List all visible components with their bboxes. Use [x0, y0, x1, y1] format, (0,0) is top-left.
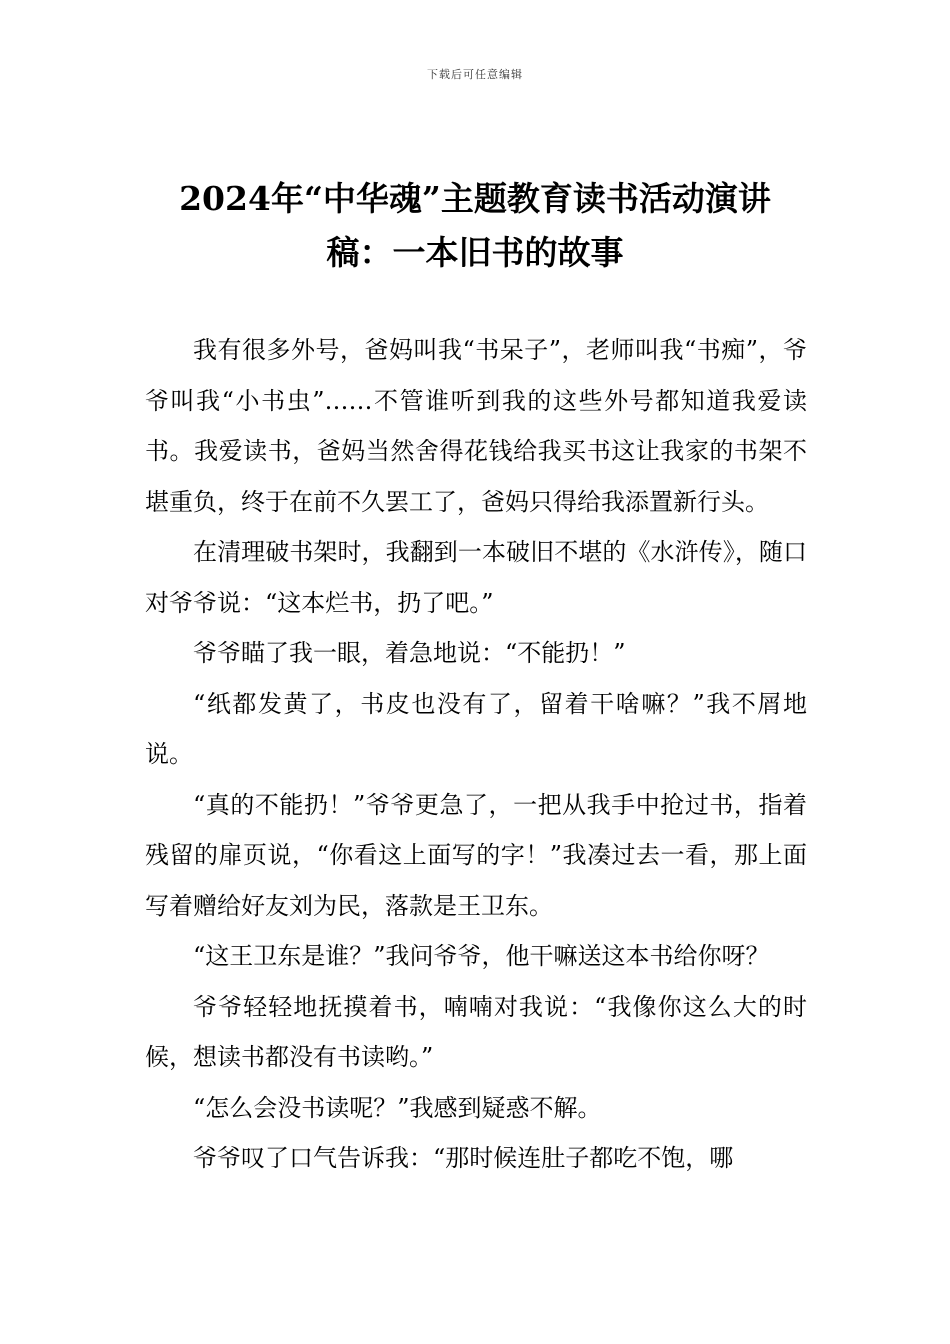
paragraph: “纸都发黄了，书皮也没有了，留着干啥嘛？”我不屑地说。 — [145, 689, 807, 768]
document-title — [140, 172, 810, 280]
paragraph: 在清理破书架时，我翻到一本破旧不堪的《水浒传》，随口对爷爷说：“这本烂书，扔了吧。” — [145, 538, 807, 617]
document-body — [145, 325, 807, 1184]
paragraph: 爷爷叹了口气告诉我：“那时候连肚子都吃不饱，哪 — [193, 1144, 734, 1172]
paragraph: 我有很多外号，爸妈叫我“书呆子”，老师叫我“书痴”，爷爷叫我“小书虫”……不管谁听到我的这些外号都知道我爱读书。我爱读书，爸妈当然舍得花钱给我买书这让我家的书架不堪重负，终于在前不久罢工了，爸妈只得给我添置新行头。 — [145, 336, 807, 516]
paragraph: “这王卫东是谁？”我问爷爷，他干嘛送这本书给你呀？ — [193, 942, 770, 970]
paragraph: “真的不能扔！”爷爷更急了，一把从我手中抢过书，指着残留的扉页说，“你看这上面写的字！”我凑过去一看，那上面写着赠给好友刘为民，落款是王卫东。 — [145, 790, 807, 920]
title-line-2: 稿：一本旧书的故事 — [326, 233, 624, 272]
paragraph: 爷爷瞄了我一眼，着急地说：“不能扔！” — [193, 639, 626, 667]
paragraph: 爷爷轻轻地抚摸着书，喃喃对我说：“我像你这么大的时候，想读书都没有书读哟。” — [145, 992, 807, 1071]
paragraph: “怎么会没书读呢？”我感到疑惑不解。 — [193, 1093, 602, 1122]
header-note: 下载后可任意编辑 — [427, 68, 523, 81]
title-line-1: 2024年“中华魂”主题教育读书活动演讲 — [179, 179, 771, 218]
